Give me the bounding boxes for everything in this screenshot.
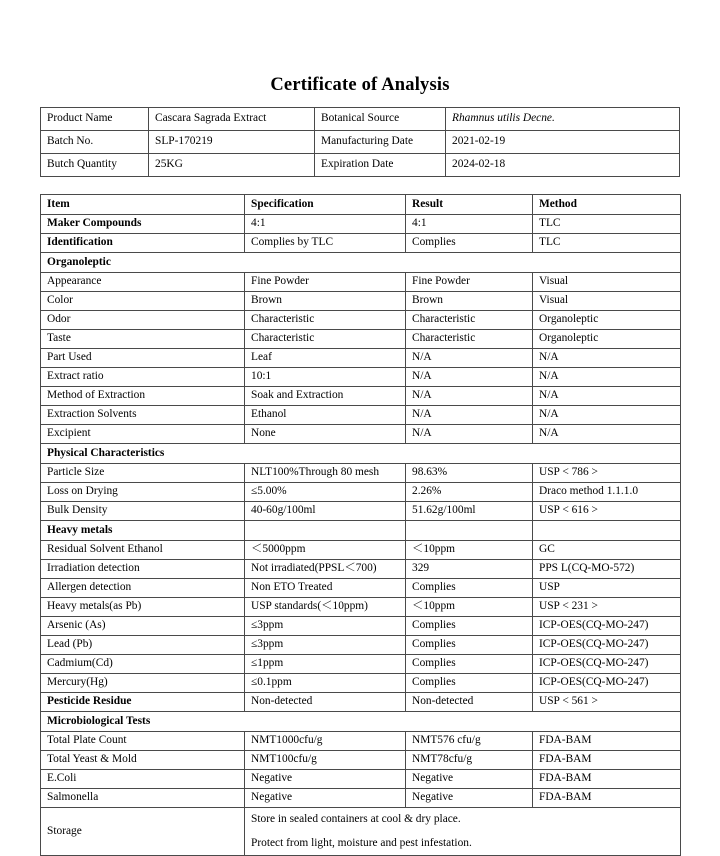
cell-method: GC bbox=[533, 541, 681, 560]
cell-specification: USP standards(＜10ppm) bbox=[245, 598, 406, 617]
cell-specification: 4:1 bbox=[245, 215, 406, 234]
cell-result: ＜10ppm bbox=[406, 541, 533, 560]
cell-item: Odor bbox=[41, 311, 245, 330]
section-header-row bbox=[41, 253, 681, 273]
cell-result: 329 bbox=[406, 560, 533, 579]
table-row bbox=[41, 368, 681, 387]
table-row bbox=[41, 292, 681, 311]
cell-item: E.Coli bbox=[41, 770, 245, 789]
cell-specification: Complies by TLC bbox=[245, 234, 406, 253]
table-row bbox=[41, 406, 681, 425]
cell-method: ICP-OES(CQ-MO-247) bbox=[533, 655, 681, 674]
cell-result: Complies bbox=[406, 617, 533, 636]
section-empty-cell bbox=[406, 521, 533, 541]
column-header-method: Method bbox=[533, 195, 681, 215]
cell-method: FDA-BAM bbox=[533, 732, 681, 751]
cell-item: Bulk Density bbox=[41, 502, 245, 521]
cell-result: Complies bbox=[406, 579, 533, 598]
cell-method: FDA-BAM bbox=[533, 770, 681, 789]
info-value-secondary: 2024-02-18 bbox=[446, 154, 680, 177]
cell-result: ＜10ppm bbox=[406, 598, 533, 617]
cell-item: Extract ratio bbox=[41, 368, 245, 387]
cell-item: Total Yeast & Mold bbox=[41, 751, 245, 770]
cell-item: Identification bbox=[41, 234, 245, 253]
cell-specification: Non ETO Treated bbox=[245, 579, 406, 598]
cell-item: Lead (Pb) bbox=[41, 636, 245, 655]
cell-method: N/A bbox=[533, 349, 681, 368]
table-row bbox=[41, 483, 681, 502]
info-value: Cascara Sagrada Extract bbox=[149, 108, 315, 131]
storage-label: Storage bbox=[41, 808, 245, 856]
info-value-secondary: Rhamnus utilis Decne. bbox=[446, 108, 680, 131]
cell-method: Visual bbox=[533, 273, 681, 292]
table-row bbox=[41, 560, 681, 579]
cell-specification: NMT100cfu/g bbox=[245, 751, 406, 770]
cell-specification: Not irradiated(PPSL＜700) bbox=[245, 560, 406, 579]
cell-method: USP < 561 > bbox=[533, 693, 681, 712]
info-label: Butch Quantity bbox=[41, 154, 149, 177]
cell-result: Negative bbox=[406, 789, 533, 808]
cell-specification: None bbox=[245, 425, 406, 444]
column-header-item: Item bbox=[41, 195, 245, 215]
cell-result: N/A bbox=[406, 368, 533, 387]
cell-method: FDA-BAM bbox=[533, 751, 681, 770]
cell-method: N/A bbox=[533, 406, 681, 425]
cell-item: Particle Size bbox=[41, 464, 245, 483]
table-row bbox=[41, 579, 681, 598]
table-row bbox=[41, 655, 681, 674]
cell-result: N/A bbox=[406, 425, 533, 444]
cell-item: Irradiation detection bbox=[41, 560, 245, 579]
section-header-row bbox=[41, 521, 681, 541]
cell-method: FDA-BAM bbox=[533, 789, 681, 808]
cell-result: Non-detected bbox=[406, 693, 533, 712]
table-row bbox=[41, 273, 681, 292]
cell-specification: 10:1 bbox=[245, 368, 406, 387]
product-info-table bbox=[40, 107, 680, 177]
table-row bbox=[41, 617, 681, 636]
cell-method: ICP-OES(CQ-MO-247) bbox=[533, 636, 681, 655]
cell-item: Appearance bbox=[41, 273, 245, 292]
table-row bbox=[41, 330, 681, 349]
product-info-body bbox=[41, 108, 680, 177]
section-header-row bbox=[41, 444, 681, 464]
info-label: Batch No. bbox=[41, 131, 149, 154]
table-row bbox=[41, 234, 681, 253]
cell-specification: 40-60g/100ml bbox=[245, 502, 406, 521]
cell-result: N/A bbox=[406, 387, 533, 406]
table-row bbox=[41, 541, 681, 560]
section-header-row bbox=[41, 712, 681, 732]
cell-item: Cadmium(Cd) bbox=[41, 655, 245, 674]
table-row bbox=[41, 751, 681, 770]
cell-result: Characteristic bbox=[406, 311, 533, 330]
cell-result: 51.62g/100ml bbox=[406, 502, 533, 521]
storage-line: Store in sealed containers at cool & dry place. bbox=[251, 813, 461, 825]
cell-specification: ≤5.00% bbox=[245, 483, 406, 502]
section-empty-cell bbox=[533, 521, 681, 541]
cell-result: N/A bbox=[406, 406, 533, 425]
cell-specification: Brown bbox=[245, 292, 406, 311]
cell-result: 2.26% bbox=[406, 483, 533, 502]
section-title: Heavy metals bbox=[41, 521, 245, 541]
cell-result: Negative bbox=[406, 770, 533, 789]
table-row bbox=[41, 732, 681, 751]
cell-result: 98.63% bbox=[406, 464, 533, 483]
cell-result: NMT78cfu/g bbox=[406, 751, 533, 770]
cell-result: Characteristic bbox=[406, 330, 533, 349]
cell-item: Pesticide Residue bbox=[41, 693, 245, 712]
cell-specification: ＜5000ppm bbox=[245, 541, 406, 560]
table-row bbox=[41, 387, 681, 406]
table-row bbox=[41, 502, 681, 521]
cell-item: Maker Compounds bbox=[41, 215, 245, 234]
cell-specification: Negative bbox=[245, 789, 406, 808]
table-row bbox=[41, 425, 681, 444]
info-label-secondary: Botanical Source bbox=[315, 108, 446, 131]
cell-specification: ≤1ppm bbox=[245, 655, 406, 674]
cell-item: Mercury(Hg) bbox=[41, 674, 245, 693]
cell-item: Part Used bbox=[41, 349, 245, 368]
cell-item: Arsenic (As) bbox=[41, 617, 245, 636]
cell-item: Total Plate Count bbox=[41, 732, 245, 751]
info-row bbox=[41, 131, 680, 154]
cell-result: Complies bbox=[406, 655, 533, 674]
info-row bbox=[41, 154, 680, 177]
cell-item: Method of Extraction bbox=[41, 387, 245, 406]
cell-result: Fine Powder bbox=[406, 273, 533, 292]
info-value-secondary: 2021-02-19 bbox=[446, 131, 680, 154]
cell-item: Allergen detection bbox=[41, 579, 245, 598]
cell-method: USP < 231 > bbox=[533, 598, 681, 617]
table-row bbox=[41, 215, 681, 234]
section-empty-cell bbox=[245, 521, 406, 541]
info-value: SLP-170219 bbox=[149, 131, 315, 154]
cell-method: ICP-OES(CQ-MO-247) bbox=[533, 617, 681, 636]
column-header-specification: Specification bbox=[245, 195, 406, 215]
cell-item: Residual Solvent Ethanol bbox=[41, 541, 245, 560]
cell-method: ICP-OES(CQ-MO-247) bbox=[533, 674, 681, 693]
cell-method: TLC bbox=[533, 234, 681, 253]
cell-result: 4:1 bbox=[406, 215, 533, 234]
cell-item: Heavy metals(as Pb) bbox=[41, 598, 245, 617]
results-header-row bbox=[41, 195, 681, 215]
table-row bbox=[41, 789, 681, 808]
cell-specification: Non-detected bbox=[245, 693, 406, 712]
section-title: Microbiological Tests bbox=[41, 712, 681, 732]
cell-method: USP < 616 > bbox=[533, 502, 681, 521]
cell-item: Excipient bbox=[41, 425, 245, 444]
cell-result: Complies bbox=[406, 636, 533, 655]
cell-result: N/A bbox=[406, 349, 533, 368]
cell-specification: Leaf bbox=[245, 349, 406, 368]
storage-instructions bbox=[245, 808, 681, 856]
cell-item: Color bbox=[41, 292, 245, 311]
cell-specification: Characteristic bbox=[245, 330, 406, 349]
cell-result: Complies bbox=[406, 234, 533, 253]
table-row bbox=[41, 464, 681, 483]
cell-specification: ≤3ppm bbox=[245, 636, 406, 655]
cell-method: PPS L(CQ-MO-572) bbox=[533, 560, 681, 579]
table-row bbox=[41, 674, 681, 693]
cell-method: TLC bbox=[533, 215, 681, 234]
cell-method: N/A bbox=[533, 387, 681, 406]
cell-specification: Negative bbox=[245, 770, 406, 789]
cell-method: Visual bbox=[533, 292, 681, 311]
cell-method: Draco method 1.1.1.0 bbox=[533, 483, 681, 502]
cell-method: USP bbox=[533, 579, 681, 598]
storage-row bbox=[41, 808, 681, 856]
cell-result: Brown bbox=[406, 292, 533, 311]
cell-method: N/A bbox=[533, 368, 681, 387]
analysis-results-body bbox=[41, 195, 681, 856]
cell-result: NMT576 cfu/g bbox=[406, 732, 533, 751]
table-row bbox=[41, 636, 681, 655]
cell-method: Organoleptic bbox=[533, 311, 681, 330]
column-header-result: Result bbox=[406, 195, 533, 215]
info-label-secondary: Expiration Date bbox=[315, 154, 446, 177]
cell-item: Taste bbox=[41, 330, 245, 349]
info-value: 25KG bbox=[149, 154, 315, 177]
cell-specification: ≤0.1ppm bbox=[245, 674, 406, 693]
cell-specification: NMT1000cfu/g bbox=[245, 732, 406, 751]
table-row bbox=[41, 598, 681, 617]
section-title: Physical Characteristics bbox=[41, 444, 681, 464]
storage-line: Protect from light, moisture and pest infestation. bbox=[251, 837, 472, 849]
table-row bbox=[41, 311, 681, 330]
table-row bbox=[41, 693, 681, 712]
section-title: Organoleptic bbox=[41, 253, 681, 273]
cell-method: USP < 786 > bbox=[533, 464, 681, 483]
cell-method: Organoleptic bbox=[533, 330, 681, 349]
page-title: Certificate of Analysis bbox=[270, 75, 450, 95]
info-label: Product Name bbox=[41, 108, 149, 131]
cell-specification: ≤3ppm bbox=[245, 617, 406, 636]
cell-method: N/A bbox=[533, 425, 681, 444]
cell-specification: Fine Powder bbox=[245, 273, 406, 292]
cell-specification: Characteristic bbox=[245, 311, 406, 330]
info-row bbox=[41, 108, 680, 131]
cell-item: Loss on Drying bbox=[41, 483, 245, 502]
cell-specification: NLT100%Through 80 mesh bbox=[245, 464, 406, 483]
cell-specification: Ethanol bbox=[245, 406, 406, 425]
table-row bbox=[41, 770, 681, 789]
cell-result: Complies bbox=[406, 674, 533, 693]
analysis-results-table bbox=[40, 194, 681, 856]
cell-item: Salmonella bbox=[41, 789, 245, 808]
cell-item: Extraction Solvents bbox=[41, 406, 245, 425]
info-label-secondary: Manufacturing Date bbox=[315, 131, 446, 154]
cell-specification: Soak and Extraction bbox=[245, 387, 406, 406]
table-row bbox=[41, 349, 681, 368]
